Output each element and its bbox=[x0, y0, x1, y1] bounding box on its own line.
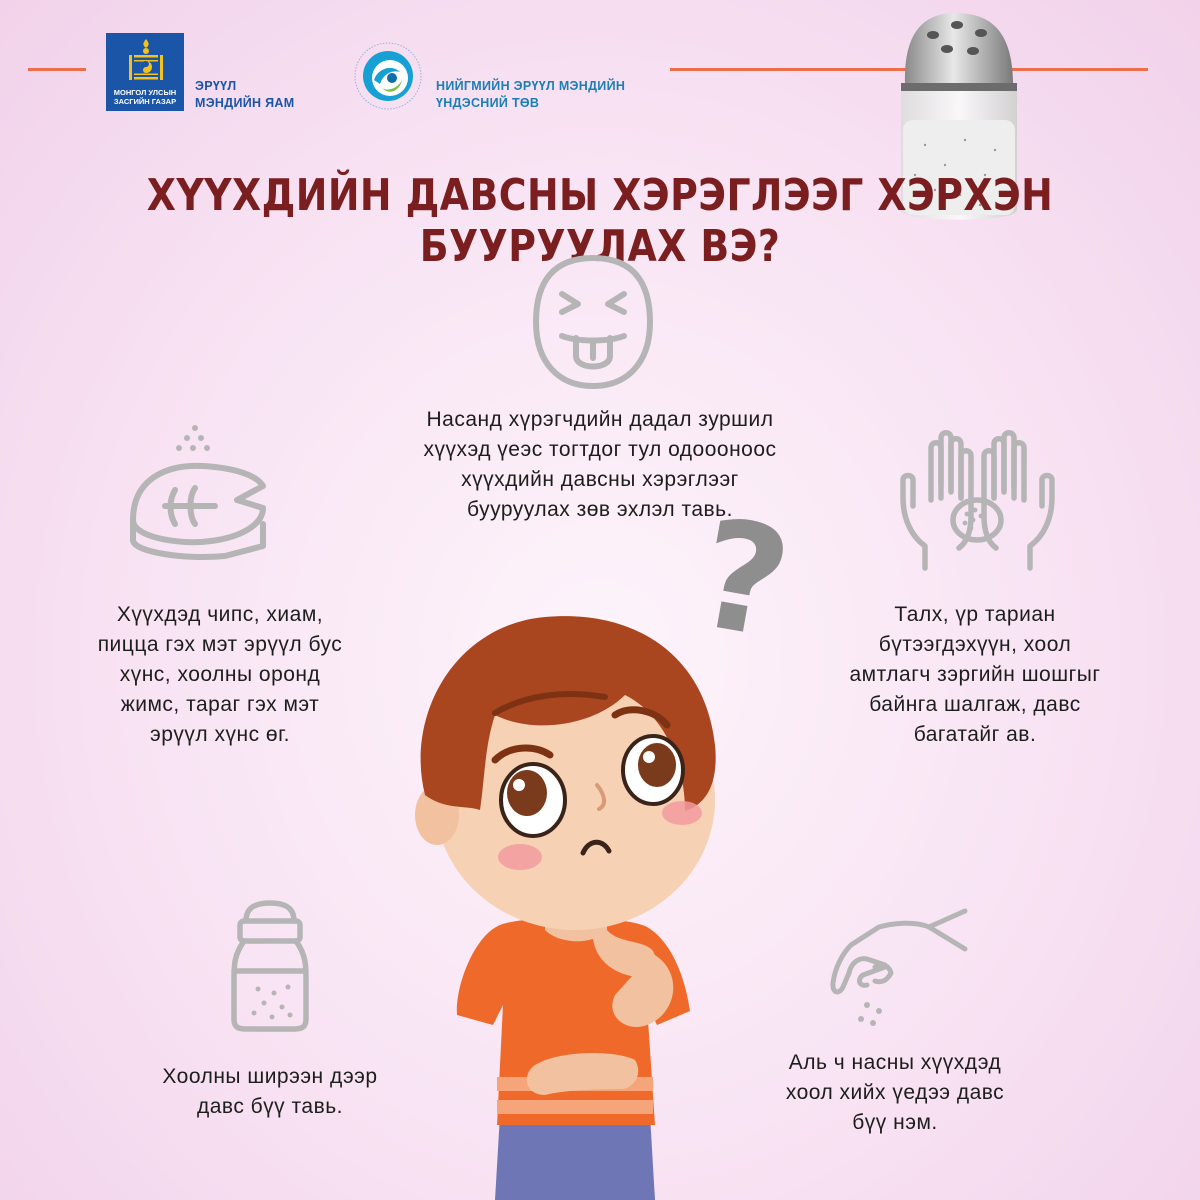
tip-left: Хүүхдэд чипс, хиам, пицца гэх мэт эрүүл бус хүнс, хоолны оронд жимс, тараг гэх мэт эрүүл хүнс өг. bbox=[97, 603, 343, 746]
soyombo-emblem-icon bbox=[126, 39, 166, 83]
tip-bottom-left: Хоолны ширээн дээр давс бүү тавь. bbox=[162, 1065, 378, 1118]
salt-shaker-icon bbox=[228, 895, 313, 1035]
page-title: ХҮҮХДИЙН ДАВСНЫ ХЭРЭГЛЭЭГ ХЭРХЭН БУУРУУЛАХ ВЭ? bbox=[146, 170, 1054, 272]
ministry-name: ЭРҮҮЛ МЭНДИЙН ЯАМ bbox=[195, 79, 295, 110]
tip-bottom-right: Аль ч насны хүүхдэд хоол хийх үедээ давс бүү нэм. bbox=[785, 1051, 1005, 1134]
ministry-caption: МОНГОЛ УЛСЫН ЗАСГИЙН ГАЗАР bbox=[113, 88, 177, 106]
header-left-line bbox=[28, 68, 86, 71]
ncph-name: НИЙГМИЙН ЭРҮҮЛ МЭНДИЙН ҮНДЭСНИЙ ТӨВ bbox=[436, 79, 626, 110]
tongue-out-face-icon bbox=[528, 252, 658, 392]
tip-top: Насанд хүрэгчдийн дадал зуршил хүүхэд үеэс тогтдог тул одоооноос хүүхдийн давсны хэрэглээг бууруулах зөв эхлэл тавь. bbox=[423, 408, 777, 521]
pants bbox=[495, 1115, 655, 1200]
pinch-of-salt-hand-icon bbox=[825, 905, 975, 1035]
thinking-child-illustration bbox=[385, 595, 755, 1200]
ncph-logo-icon bbox=[352, 40, 424, 112]
fish-steak-icon bbox=[125, 420, 270, 570]
ministry-logo bbox=[106, 33, 184, 111]
shirt bbox=[457, 918, 690, 1125]
hands-holding-egg-icon bbox=[895, 428, 1060, 573]
tip-right: Талх, үр тариан бүтээгдэхүүн, хоол амтлагч зэргийн шошгыг байнга шалгаж, давс багатайг ав. bbox=[849, 603, 1101, 746]
question-mark: ? bbox=[685, 486, 802, 674]
